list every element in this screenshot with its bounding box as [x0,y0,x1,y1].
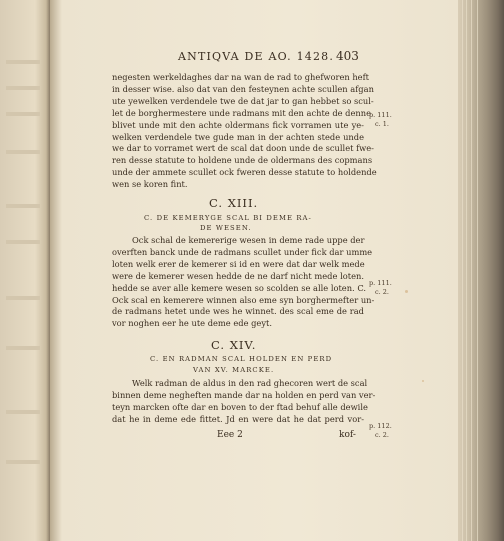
margin-note: p. 111. [369,111,392,119]
text-line: Ock scal en kemerere winnen also eme syn borghermefter un- [112,294,375,305]
text-line: we dar to vorramet wert de scal dat doon unde de scullet fwe- [112,143,374,154]
bleed-through-mark [6,410,40,414]
bleed-through-mark [6,460,40,464]
chapter-13-subtitle: C. DE KEMERYGE SCAL BI DEME RA- [144,214,312,222]
text-line: Welk radman de aldus in den rad ghecoren wert de scal [132,378,368,388]
chapter-14-title: C. XIV. [211,338,257,352]
chapter-14-subtitle: VAN XV. MARCKE. [193,366,275,374]
bleed-through-mark [6,204,40,208]
margin-note: p. 112. [369,422,392,430]
margin-note: c. 2. [375,431,389,439]
margin-note: c. 1. [375,120,389,128]
text-line: ute yewelken verdendele twe de dat jar to gan hebbet so scul- [112,95,374,106]
text-line: welken verdendele twe gude man in der achten stede unde [112,131,364,142]
text-line: loten welk erer de kemerer si id en were dat dar welk mede [112,258,365,269]
text-line: teyn marcken ofte dar en boven to der ftad behuf alle dewile [112,401,368,412]
text-line: vor noghen eer he ute deme ede geyt. [112,318,272,329]
text-line: de radmans hetet unde wes he winnet. des scal eme de rad [112,306,364,317]
text-line: hedde se aver alle kemere wesen so scolden se alle loten. C. [112,282,367,293]
margin-note: p. 111. [369,279,392,287]
text-line: ren desse statute to holdene unde de oldermans des copmans [112,155,373,166]
margin-note: c. 2. [375,288,389,296]
text-line: overften banck unde de radmans scullet under fick dar umme [112,246,373,257]
paragraph-2 [112,235,375,330]
text-line: Ock schal de kemererige wesen in deme rade uppe der [132,235,365,245]
bleed-through-mark [6,296,40,300]
text-line: wen se koren fint. [112,179,188,190]
left-page-edge [0,0,50,541]
bleed-through-mark [6,86,40,90]
running-title: ANTIQVA DE AO. 1428. [178,50,335,63]
bleed-through-mark [6,112,40,116]
signature-mark: Eee 2 [217,430,243,440]
catchword: kof- [339,430,356,440]
text-line: were de kemerer wesen hedde de ne darf nicht mede loten. [112,270,364,281]
text-line: dat he in deme ede fittet. Jd en were dat he dat perd vor- [112,413,364,424]
foxing-spot [405,290,408,293]
page-number: 403 [336,49,359,63]
chapter-14-subtitle: C. EN RADMAN SCAL HOLDEN EN PERD [150,355,333,363]
text-line: let de borghermestere unde radmans mit den achte de denne [112,107,372,118]
chapter-13-title: C. XIII. [209,196,259,210]
paragraph-1 [112,72,377,191]
paragraph-3 [112,378,376,426]
chapter-13-subtitle: DE WESEN. [200,224,252,232]
bleed-through-mark [6,346,40,350]
text-line: blivet unde mit den achte oldermans fick vorramen ute ye- [112,119,364,130]
text-line: binnen deme negheften mande dar na holden en perd van ver- [112,389,376,400]
text-line: unde der ammete scullet ock fweren desse statute to holdende [112,167,377,178]
text-line: in desser wise. also dat van den festeynen achte scullen afgan [112,83,374,94]
page-stack-edge [458,0,504,541]
text-line: negesten werkeldaghes dar na wan de rad to ghefworen heft [112,72,369,82]
foxing-spot [422,380,424,382]
bleed-through-mark [6,240,40,244]
bleed-through-mark [6,150,40,154]
bleed-through-mark [6,60,40,64]
